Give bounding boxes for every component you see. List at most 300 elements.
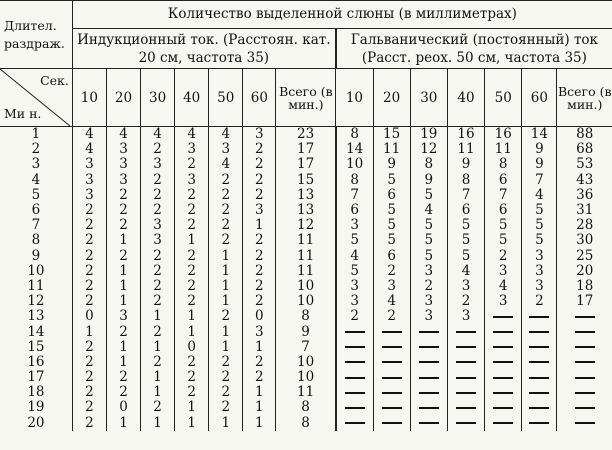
ind-value-cell: 2 <box>141 279 175 294</box>
ind-total-cell: 8 <box>276 400 336 415</box>
minute-cell: 10 <box>27 263 45 279</box>
gal-value-cell: 15 <box>373 127 410 143</box>
dash-mark <box>529 392 549 394</box>
dash-mark <box>345 422 365 424</box>
ind-value-cell: 3 <box>243 203 276 218</box>
ind-value-cell: 3 <box>209 142 243 157</box>
table-row <box>0 203 612 218</box>
gal-value-cell: 9 <box>447 157 484 172</box>
ind-value-cell: 2 <box>141 249 175 264</box>
dash-mark <box>493 331 513 333</box>
gal-sec-header-2-text: 30 <box>420 89 438 106</box>
dash-mark <box>456 392 476 394</box>
dash-mark <box>345 377 365 379</box>
minute-cell: 7 <box>31 218 41 234</box>
gal-value-cell: 5 <box>336 233 373 248</box>
gal-value-cell: 4 <box>336 249 373 264</box>
gal-value-cell: 5 <box>485 218 522 233</box>
ind-value-cell: 2 <box>141 264 175 279</box>
dash-mark <box>575 316 595 318</box>
ind-value-cell: 2 <box>175 203 209 218</box>
ind-value-cell: 1 <box>209 264 243 279</box>
gal-value-cell: 3 <box>522 249 557 264</box>
ind-value-cell: 2 <box>72 416 106 431</box>
gal-value-cell: 3 <box>485 264 522 279</box>
ind-value-cell: 1 <box>243 218 276 233</box>
ind-value-cell: 2 <box>72 249 106 264</box>
gal-value-cell <box>522 370 557 385</box>
min-label: Ми н. <box>4 106 42 121</box>
gal-value-cell: 3 <box>485 294 522 309</box>
ind-value-cell: 3 <box>141 233 175 248</box>
gal-total-cell: 68 <box>557 142 612 157</box>
ind-value-cell: 3 <box>175 142 209 157</box>
ind-value-cell: 1 <box>209 416 243 431</box>
ind-value-cell: 1 <box>106 294 140 309</box>
dash-mark <box>456 331 476 333</box>
gal-value-cell: 5 <box>336 264 373 279</box>
dash-mark <box>382 407 402 409</box>
gal-value-cell: 11 <box>373 142 410 157</box>
ind-sec-header-0 <box>72 69 106 127</box>
ind-value-cell: 1 <box>175 233 209 248</box>
dash-mark <box>493 422 513 424</box>
ind-value-cell: 2 <box>106 218 140 233</box>
ind-total-cell: 8 <box>276 309 336 324</box>
ind-value-cell: 3 <box>72 157 106 172</box>
ind-total-cell: 11 <box>276 249 336 264</box>
table-row <box>0 324 612 339</box>
dash-mark <box>529 316 549 318</box>
gal-value-cell: 4 <box>485 279 522 294</box>
table-row <box>0 218 612 233</box>
ind-value-cell: 2 <box>72 218 106 233</box>
gal-value-cell: 12 <box>410 142 447 157</box>
gal-sec-header-4 <box>485 69 522 127</box>
ind-value-cell: 2 <box>72 279 106 294</box>
dash-mark <box>419 346 439 348</box>
gal-value-cell <box>336 416 373 431</box>
ind-value-cell: 4 <box>141 127 175 143</box>
gal-value-cell <box>485 416 522 431</box>
ind-value-cell: 2 <box>175 385 209 400</box>
dash-mark <box>575 392 595 394</box>
ind-value-cell: 2 <box>72 264 106 279</box>
gal-value-cell: 5 <box>447 218 484 233</box>
induction-title-text: Индукционный ток. (Расстоян. кат. 20 см, частота 35) <box>77 31 331 66</box>
ind-value-cell: 2 <box>72 294 106 309</box>
gal-value-cell <box>410 324 447 339</box>
ind-value-cell: 1 <box>141 416 175 431</box>
ind-value-cell: 1 <box>141 385 175 400</box>
gal-value-cell: 2 <box>485 249 522 264</box>
ind-value-cell: 2 <box>106 370 140 385</box>
minute-cell: 14 <box>27 324 45 340</box>
gal-value-cell: 16 <box>485 127 522 143</box>
gal-value-cell: 3 <box>447 309 484 324</box>
gal-sec-header-3-text: 40 <box>457 89 475 106</box>
gal-sec-header-2 <box>410 69 447 127</box>
ind-value-cell: 0 <box>106 400 140 415</box>
gal-sec-header-1-text: 20 <box>383 89 401 106</box>
gal-value-cell <box>336 385 373 400</box>
galvanic-current-header <box>336 29 612 69</box>
gal-sec-header-5-text: 60 <box>530 89 548 106</box>
gal-total-cell: 31 <box>557 203 612 218</box>
ind-sec-header-3 <box>175 69 209 127</box>
gal-total-cell: 17 <box>557 294 612 309</box>
ind-value-cell: 1 <box>209 324 243 339</box>
dash-mark <box>529 361 549 363</box>
ind-value-cell: 2 <box>106 188 140 203</box>
minute-cell: 4 <box>31 172 41 188</box>
gal-value-cell <box>410 385 447 400</box>
gal-total-cell <box>557 370 612 385</box>
gal-value-cell: 6 <box>373 249 410 264</box>
table-row <box>0 264 612 279</box>
gal-value-cell: 6 <box>447 203 484 218</box>
gal-sec-header-1 <box>373 69 410 127</box>
gal-value-cell <box>447 385 484 400</box>
ind-value-cell: 2 <box>209 355 243 370</box>
main-title-text: Количество выделенной слюны (в миллиметрах) <box>167 6 517 22</box>
gal-value-cell: 7 <box>485 188 522 203</box>
ind-sec-header-1-text: 20 <box>114 89 133 106</box>
dash-mark <box>382 392 402 394</box>
gal-value-cell: 9 <box>522 157 557 172</box>
gal-value-cell <box>485 385 522 400</box>
stimulus-duration-label: Длител. раздраж. <box>4 17 65 51</box>
ind-value-cell: 2 <box>72 385 106 400</box>
gal-value-cell <box>373 416 410 431</box>
gal-value-cell: 5 <box>410 218 447 233</box>
table-row <box>0 279 612 294</box>
dash-mark <box>382 377 402 379</box>
gal-value-cell: 5 <box>522 203 557 218</box>
gal-value-cell <box>373 370 410 385</box>
ind-sec-header-0-text: 10 <box>80 89 98 106</box>
gal-value-cell <box>485 355 522 370</box>
gal-value-cell: 3 <box>447 279 484 294</box>
table-row <box>0 416 612 431</box>
ind-value-cell: 2 <box>243 142 276 157</box>
dash-mark <box>575 361 595 363</box>
dash-mark <box>345 331 365 333</box>
ind-total-header-text: Всего (в мин.) <box>279 83 333 112</box>
ind-value-cell: 2 <box>243 233 276 248</box>
gal-value-cell: 3 <box>336 218 373 233</box>
ind-value-cell: 2 <box>209 385 243 400</box>
ind-value-cell: 2 <box>106 385 140 400</box>
ind-value-cell: 1 <box>141 370 175 385</box>
ind-value-cell: 2 <box>209 309 243 324</box>
ind-sec-header-5-text: 60 <box>250 89 268 106</box>
gal-total-cell <box>557 340 612 355</box>
gal-value-cell <box>410 416 447 431</box>
gal-value-cell: 8 <box>336 173 373 188</box>
ind-value-cell: 3 <box>243 324 276 339</box>
ind-value-cell: 2 <box>72 340 106 355</box>
ind-sec-header-2-text: 30 <box>148 89 167 106</box>
gal-total-cell <box>557 400 612 415</box>
gal-total-cell: 18 <box>557 279 612 294</box>
gal-value-cell <box>485 309 522 324</box>
dash-mark <box>456 346 476 348</box>
sec-min-corner-cell <box>0 69 72 127</box>
ind-total-cell: 8 <box>276 416 336 431</box>
ind-value-cell: 2 <box>106 324 140 339</box>
gal-sec-header-0 <box>336 69 373 127</box>
minute-cell: 6 <box>31 202 41 219</box>
table-row <box>0 188 612 203</box>
gal-value-cell <box>522 355 557 370</box>
ind-value-cell: 1 <box>209 279 243 294</box>
ind-value-cell: 2 <box>175 279 209 294</box>
ind-value-cell: 0 <box>243 309 276 324</box>
minute-cell: 18 <box>27 385 45 401</box>
ind-value-cell: 2 <box>243 264 276 279</box>
ind-value-cell: 3 <box>106 309 140 324</box>
ind-value-cell: 2 <box>209 173 243 188</box>
gal-total-cell: 30 <box>557 233 612 248</box>
gal-value-cell <box>373 385 410 400</box>
gal-value-cell <box>336 370 373 385</box>
gal-value-cell: 8 <box>410 157 447 172</box>
ind-total-cell: 10 <box>276 294 336 309</box>
dash-mark <box>529 331 549 333</box>
ind-value-cell: 3 <box>175 173 209 188</box>
gal-value-cell: 5 <box>373 233 410 248</box>
dash-mark <box>345 392 365 394</box>
gal-value-cell <box>447 355 484 370</box>
gal-total-cell: 36 <box>557 188 612 203</box>
minute-cell: 13 <box>27 309 45 325</box>
ind-value-cell: 4 <box>175 127 209 143</box>
ind-value-cell: 0 <box>175 340 209 355</box>
ind-value-cell: 2 <box>243 370 276 385</box>
ind-value-cell: 4 <box>72 127 106 143</box>
minute-cell: 17 <box>27 370 45 386</box>
gal-value-cell: 3 <box>410 309 447 324</box>
gal-value-cell: 16 <box>447 127 484 143</box>
ind-value-cell: 2 <box>106 249 140 264</box>
gal-value-cell <box>447 416 484 431</box>
gal-value-cell: 14 <box>522 127 557 143</box>
ind-total-cell: 10 <box>276 370 336 385</box>
dash-mark <box>419 377 439 379</box>
minute-cell: 2 <box>31 142 41 158</box>
dash-mark <box>419 422 439 424</box>
dash-mark <box>382 361 402 363</box>
gal-total-cell <box>557 416 612 431</box>
ind-total-cell: 12 <box>276 218 336 233</box>
dash-mark <box>493 316 513 318</box>
gal-value-cell: 5 <box>447 233 484 248</box>
gal-value-cell: 11 <box>447 142 484 157</box>
gal-value-cell: 9 <box>522 142 557 157</box>
gal-value-cell <box>410 370 447 385</box>
gal-value-cell: 8 <box>447 173 484 188</box>
gal-value-cell <box>410 355 447 370</box>
table-row <box>0 309 612 324</box>
gal-value-cell: 6 <box>485 203 522 218</box>
ind-value-cell: 2 <box>209 203 243 218</box>
stimulus-duration-header <box>0 1 72 69</box>
gal-value-cell: 3 <box>410 264 447 279</box>
ind-value-cell: 2 <box>175 355 209 370</box>
table-row <box>0 385 612 400</box>
ind-total-cell: 9 <box>276 324 336 339</box>
minute-cell: 12 <box>27 294 45 310</box>
gal-value-cell: 6 <box>336 203 373 218</box>
gal-value-cell: 19 <box>410 127 447 143</box>
gal-value-cell <box>373 355 410 370</box>
dash-mark <box>493 407 513 409</box>
gal-value-cell <box>373 400 410 415</box>
dash-mark <box>382 346 402 348</box>
gal-value-cell: 11 <box>485 142 522 157</box>
ind-value-cell: 4 <box>72 142 106 157</box>
minute-cell: 16 <box>27 354 45 370</box>
ind-value-cell: 1 <box>106 279 140 294</box>
ind-value-cell: 2 <box>141 400 175 415</box>
gal-value-cell: 2 <box>373 264 410 279</box>
ind-value-cell: 1 <box>106 355 140 370</box>
table-row <box>0 340 612 355</box>
gal-value-cell <box>447 340 484 355</box>
ind-value-cell: 2 <box>175 188 209 203</box>
ind-value-cell: 1 <box>209 340 243 355</box>
ind-value-cell: 2 <box>209 370 243 385</box>
dash-mark <box>529 377 549 379</box>
gal-value-cell <box>522 416 557 431</box>
gal-value-cell <box>336 324 373 339</box>
ind-value-cell: 2 <box>243 173 276 188</box>
ind-value-cell: 2 <box>175 370 209 385</box>
ind-value-cell: 1 <box>141 309 175 324</box>
ind-value-cell: 2 <box>141 188 175 203</box>
main-title <box>72 1 612 29</box>
ind-value-cell: 1 <box>209 294 243 309</box>
dash-mark <box>529 407 549 409</box>
minute-cell: 1 <box>31 126 41 143</box>
ind-value-cell: 2 <box>141 173 175 188</box>
gal-value-cell: 5 <box>447 249 484 264</box>
ind-total-cell: 13 <box>276 188 336 203</box>
gal-value-cell: 2 <box>522 294 557 309</box>
ind-value-cell: 2 <box>243 355 276 370</box>
dash-mark <box>419 331 439 333</box>
gal-value-cell <box>373 324 410 339</box>
ind-total-header <box>276 69 336 127</box>
minute-cell: 19 <box>27 400 45 416</box>
dash-mark <box>575 422 595 424</box>
gal-value-cell: 6 <box>485 173 522 188</box>
gal-value-cell <box>447 370 484 385</box>
ind-value-cell: 1 <box>243 385 276 400</box>
gal-total-cell: 25 <box>557 249 612 264</box>
dash-mark <box>456 407 476 409</box>
ind-value-cell: 1 <box>106 264 140 279</box>
ind-total-cell: 10 <box>276 355 336 370</box>
minute-cell: 11 <box>27 278 45 294</box>
table-row <box>0 157 612 172</box>
gal-value-cell: 5 <box>522 233 557 248</box>
ind-value-cell: 1 <box>106 233 140 248</box>
dash-mark <box>575 407 595 409</box>
gal-value-cell: 2 <box>373 309 410 324</box>
ind-value-cell: 2 <box>141 324 175 339</box>
dash-mark <box>345 407 365 409</box>
gal-value-cell <box>485 324 522 339</box>
ind-sec-header-5 <box>243 69 276 127</box>
ind-value-cell: 2 <box>243 294 276 309</box>
gal-value-cell: 7 <box>522 173 557 188</box>
minute-cell: 9 <box>31 248 41 264</box>
ind-sec-header-4 <box>209 69 243 127</box>
table-row <box>0 249 612 264</box>
gal-total-cell: 43 <box>557 173 612 188</box>
gal-value-cell <box>485 400 522 415</box>
ind-value-cell: 2 <box>243 188 276 203</box>
gal-total-cell: 20 <box>557 264 612 279</box>
ind-total-cell: 17 <box>276 157 336 172</box>
galvanic-title-text: Гальванический (постоянный) ток (Расст. реох. 50 см, частота 35) <box>350 31 598 66</box>
ind-total-cell: 17 <box>276 142 336 157</box>
gal-value-cell: 4 <box>410 203 447 218</box>
table-row <box>0 370 612 385</box>
minute-cell: 3 <box>31 157 41 173</box>
ind-value-cell: 1 <box>243 340 276 355</box>
dash-mark <box>382 331 402 333</box>
dash-mark <box>456 377 476 379</box>
gal-value-cell: 3 <box>336 279 373 294</box>
ind-value-cell: 2 <box>72 370 106 385</box>
dash-mark <box>456 361 476 363</box>
ind-value-cell: 2 <box>175 249 209 264</box>
gal-value-cell <box>522 340 557 355</box>
ind-value-cell: 1 <box>175 324 209 339</box>
gal-value-cell <box>410 400 447 415</box>
ind-value-cell: 2 <box>72 203 106 218</box>
gal-total-header <box>557 69 612 127</box>
dash-mark <box>345 346 365 348</box>
gal-value-cell: 3 <box>410 294 447 309</box>
ind-value-cell: 3 <box>72 173 106 188</box>
gal-value-cell: 10 <box>336 157 373 172</box>
ind-value-cell: 1 <box>243 416 276 431</box>
gal-value-cell: 7 <box>447 188 484 203</box>
ind-total-cell: 15 <box>276 173 336 188</box>
dash-mark <box>493 346 513 348</box>
ind-value-cell: 2 <box>175 264 209 279</box>
gal-value-cell: 9 <box>410 173 447 188</box>
gal-value-cell: 3 <box>373 279 410 294</box>
ind-value-cell: 2 <box>106 203 140 218</box>
ind-value-cell: 2 <box>209 233 243 248</box>
ind-value-cell: 4 <box>209 157 243 172</box>
ind-total-cell: 11 <box>276 264 336 279</box>
gal-value-cell: 5 <box>373 203 410 218</box>
gal-value-cell: 5 <box>410 188 447 203</box>
gal-value-cell: 7 <box>336 188 373 203</box>
gal-value-cell <box>485 370 522 385</box>
ind-value-cell: 4 <box>106 127 140 143</box>
gal-value-cell <box>373 340 410 355</box>
ind-total-cell: 11 <box>276 385 336 400</box>
gal-sec-header-4-text: 50 <box>494 89 512 106</box>
sec-label: Сек. <box>40 73 69 88</box>
